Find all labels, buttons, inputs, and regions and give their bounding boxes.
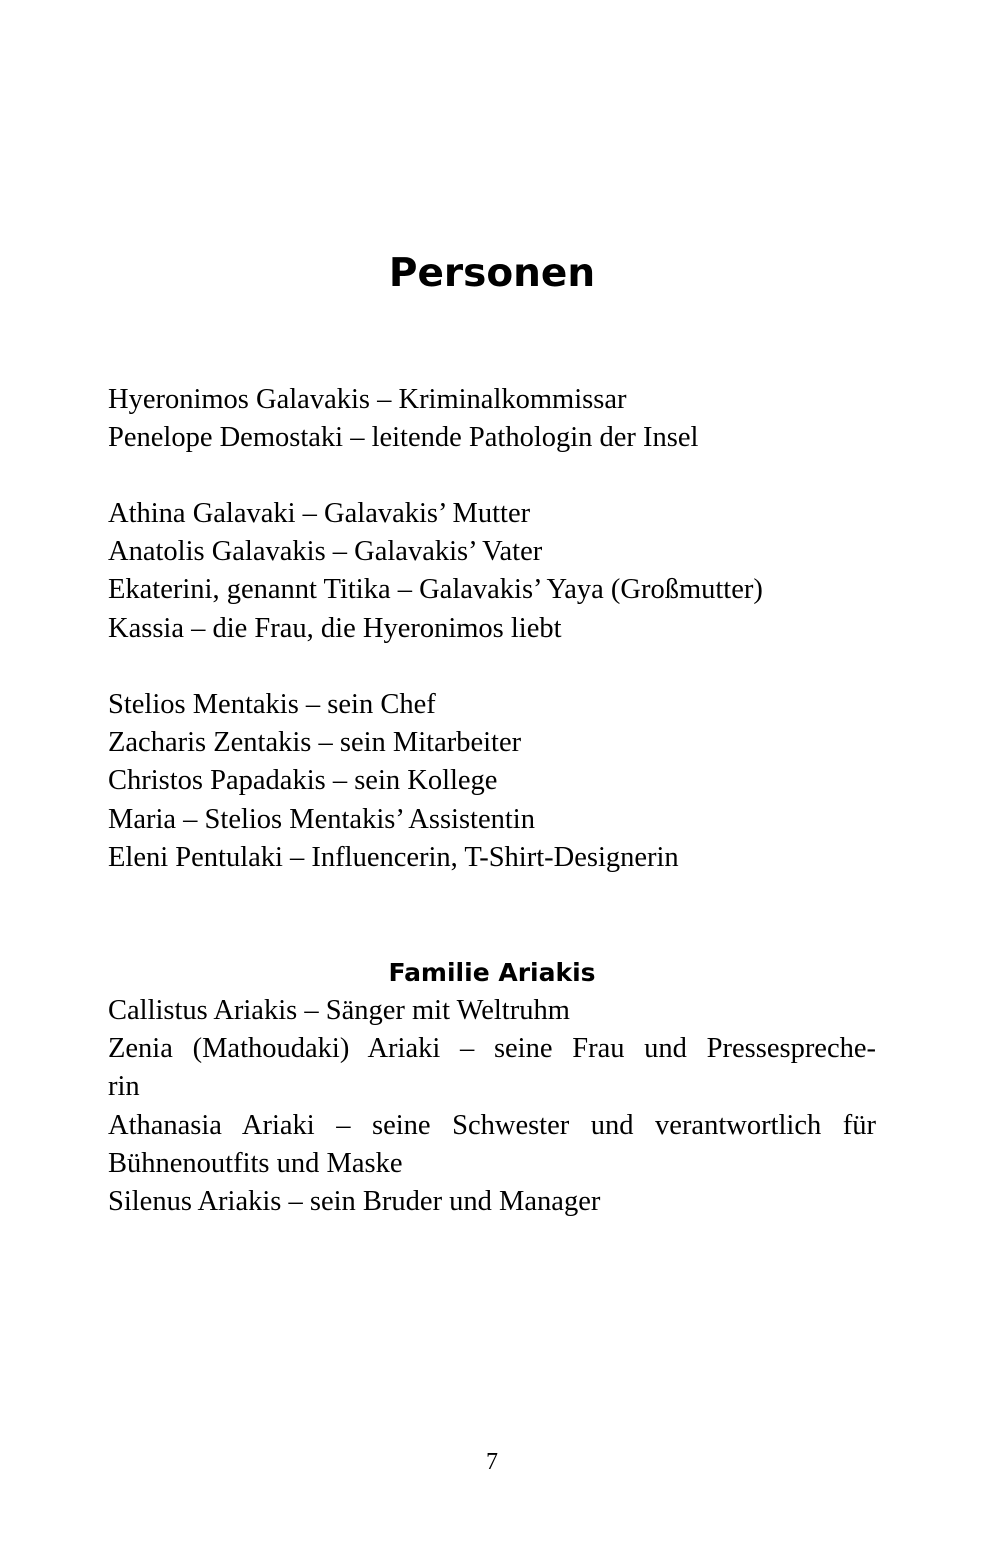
- character-group-ariakis: [108, 992, 876, 1221]
- page-number: 7: [486, 1449, 498, 1475]
- character-line: Zacharis Zentakis – sein Mitarbeiter: [108, 727, 522, 759]
- character-line: Hyeronimos Galavakis – Kriminalkommissar: [108, 384, 627, 415]
- character-line: rin: [108, 1071, 140, 1103]
- character-group-colleagues: [108, 686, 876, 877]
- character-line: Silenus Ariakis – sein Bruder und Manager: [108, 1186, 601, 1218]
- character-line: Penelope Demostaki – leitende Pathologin der Insel: [108, 422, 699, 454]
- character-line: Ekaterini, genannt Titika – Galavakis’ Yaya (Großmutter): [108, 574, 763, 606]
- character-line: Callistus Ariakis – Sänger mit Weltruhm: [108, 995, 570, 1026]
- character-line: Bühnenoutfits und Maske: [108, 1147, 403, 1179]
- character-line: Zenia (Mathoudaki) Ariaki – seine Frau und Pressespreche-: [108, 1033, 876, 1065]
- section-heading-familie-ariakis: Familie Ariakis: [388, 958, 596, 987]
- character-line: Christos Papadakis – sein Kollege: [108, 765, 498, 797]
- character-line: Athanasia Ariaki – seine Schwester und verantwortlich für: [108, 1109, 876, 1141]
- character-line: Kassia – die Frau, die Hyeronimos liebt: [108, 612, 562, 644]
- character-line: Athina Galavaki – Galavakis’ Mutter: [108, 498, 531, 529]
- character-line: Eleni Pentulaki – Influencerin, T-Shirt-Designerin: [108, 841, 679, 873]
- character-line: Maria – Stelios Mentakis’ Assistentin: [108, 803, 535, 835]
- page-title: Personen: [388, 251, 596, 296]
- character-line: Anatolis Galavakis – Galavakis’ Vater: [108, 536, 543, 568]
- character-group-investigators: [108, 381, 876, 457]
- character-group-family: [108, 495, 876, 648]
- character-line: Stelios Mentakis – sein Chef: [108, 689, 436, 720]
